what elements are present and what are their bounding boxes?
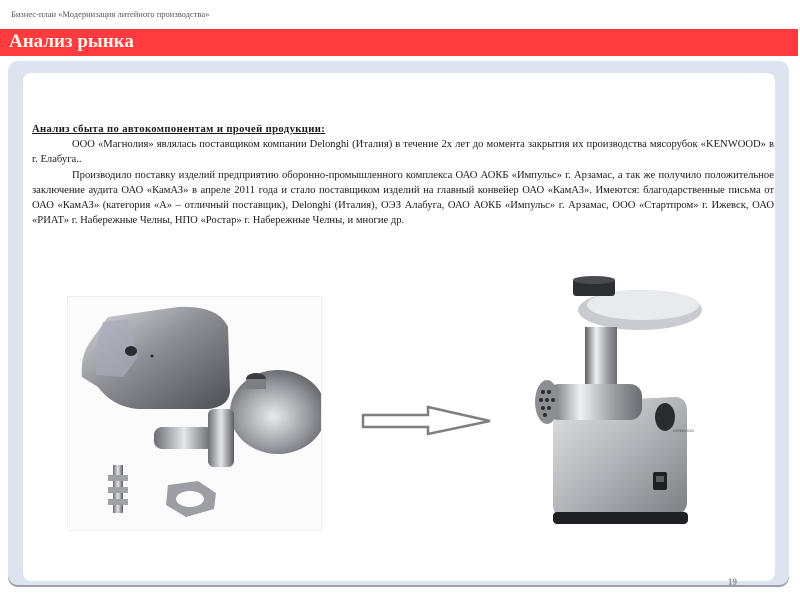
arrow-shape: [363, 407, 490, 434]
brand-label: KENWOOD: [673, 428, 695, 433]
kenwood-meat-grinder-illustration: [525, 272, 705, 534]
right-arrow-icon: [360, 404, 494, 438]
presentation-header: Бизнес-план «Модернизация литейного производства»: [11, 9, 210, 19]
section-heading: Анализ сбыта по автокомпонентам и прочей продукции:: [32, 124, 326, 135]
title-bar: [0, 29, 798, 56]
slide-title: Анализ рынка: [9, 31, 134, 52]
paragraph-supplies: Производило поставку изделий предприятию оборонно-промышленного комплекса ОАО АОКБ «Импульс» г. Арзамас, а так же получило положительное заключение аудита ОАО «КамАЗ» в апреле 2011 года и стало поставщиком изделий на главный конвейер ОАО «КамАЗ». Имеются: благодарственные письма от ОАО «КамАЗ» (категория «А» – отличный поставщик), Delonghi (Италия), ОЭЗ Алабуга, ОАО АОКБ «Импульс» г. Арзамас, ООО «Стартпром» г. Ижевск, ОАО «РИАТ» г. Набережные Челны, НПО «Ростар» г. Набережные Челны, и многие др.: [32, 169, 774, 227]
meat-grinder-parts-photo: [67, 296, 322, 531]
paragraph-delonghi: ООО «Магнолия» являлась поставщиком компании Delonghi (Италия) в течение 2х лет до момента закрытия их производства мясорубок «KENWOOD» в г. Елабуга..: [32, 139, 774, 166]
slide-body: [32, 122, 774, 228]
kenwood-meat-grinder-photo: [525, 272, 705, 534]
page-number: 19: [728, 577, 737, 587]
meat-grinder-parts-illustration: [68, 297, 321, 530]
